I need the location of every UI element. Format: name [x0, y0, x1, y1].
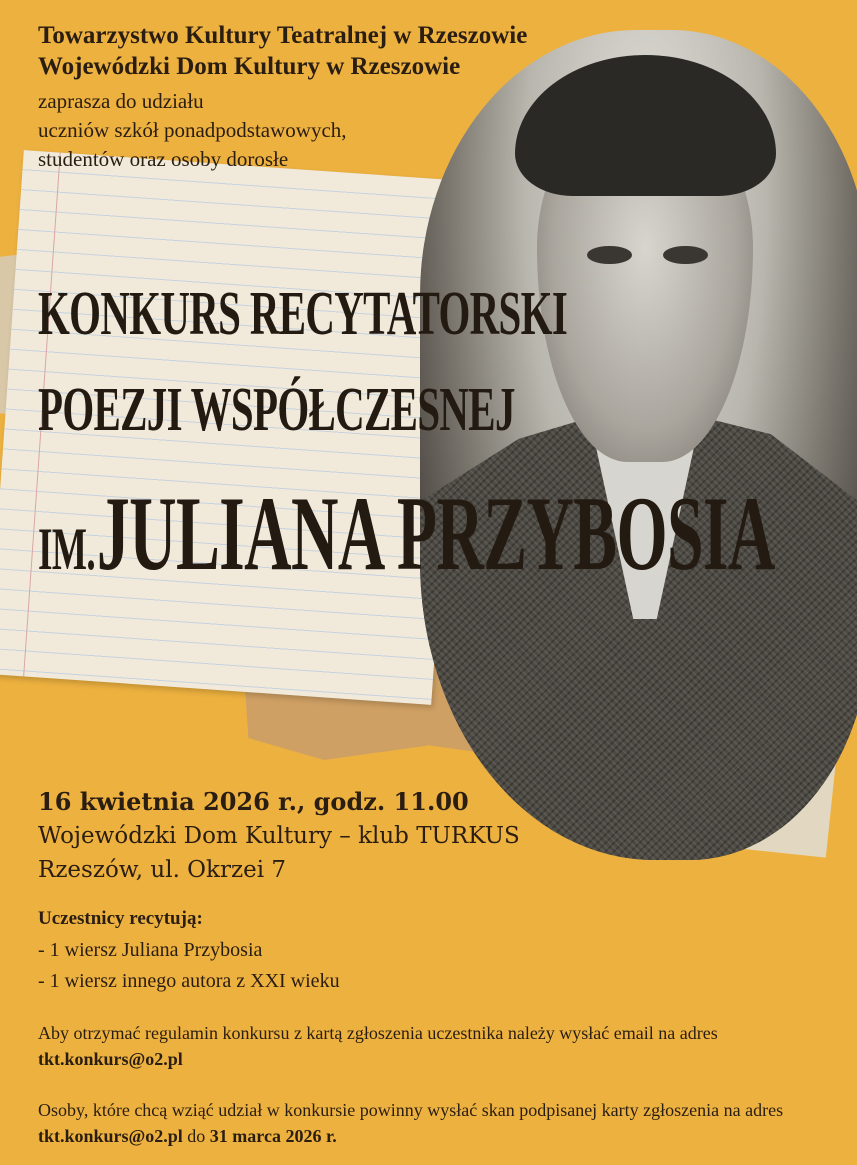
invite-line-3: studentów oraz osoby dorosłe [38, 147, 289, 171]
title-line-1: KONKURS RECYTATORSKI [38, 280, 568, 348]
apply-mid: do [182, 1126, 210, 1146]
title-line-3 [38, 474, 775, 625]
participant-item: - 1 wiersz innego autora z XXI wieku [38, 970, 340, 992]
application-note [38, 1097, 828, 1149]
portrait-hair [515, 55, 776, 196]
rules-email: tkt.konkurs@o2.pl [38, 1049, 183, 1069]
rules-note [38, 1020, 828, 1072]
event-address: Rzeszów, ul. Okrzei 7 [38, 857, 287, 883]
organizers [38, 20, 527, 82]
participants-list [38, 935, 340, 997]
portrait-eye-right [663, 246, 708, 264]
participants-heading: Uczestnicy recytują: [38, 908, 203, 929]
event-venue: Wojewódzki Dom Kultury – klub TURKUS [38, 823, 520, 849]
invitation-text [38, 87, 347, 174]
invite-line-2: uczniów szkół ponadpodstawowych, [38, 118, 347, 142]
organizer-2: Wojewódzki Dom Kultury w Rzeszowie [38, 53, 461, 80]
title-patron: JULIANA PRZYBOSIA [96, 475, 775, 592]
portrait-eye-left [587, 246, 632, 264]
title-prefix: IM. [38, 516, 96, 582]
portrait-photo [420, 30, 857, 860]
apply-email: tkt.konkurs@o2.pl [38, 1126, 183, 1146]
event-datetime: 16 kwietnia 2026 r., godz. 11.00 [38, 787, 469, 816]
apply-text: Osoby, które chcą wziąć udział w konkursie powinny wysłać skan podpisanej karty zgłoszenia na adres [38, 1100, 784, 1120]
title-line-2: POEZJI WSPÓŁCZESNEJ [38, 376, 515, 444]
participant-item: - 1 wiersz Juliana Przybosia [38, 939, 263, 961]
organizer-1: Towarzystwo Kultury Teatralnej w Rzeszowie [38, 22, 528, 49]
invite-line-1: zaprasza do udziału [38, 89, 204, 113]
apply-deadline: 31 marca 2026 r. [209, 1126, 337, 1146]
rules-text: Aby otrzymać regulamin konkursu z kartą zgłoszenia uczestnika należy wysłać email na adres [38, 1023, 718, 1043]
